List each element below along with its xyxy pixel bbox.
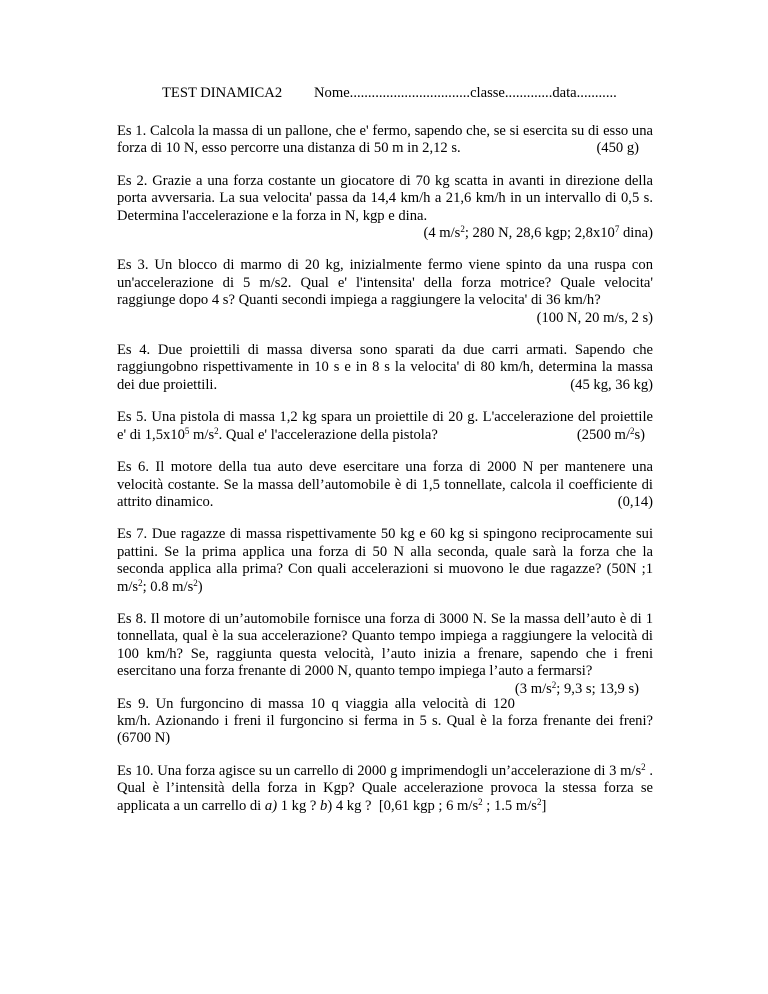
exercise-3-text: Es 3. Un blocco di marmo di 20 kg, inizialmente fermo viene spinto da una ruspa con un'accelerazione di 5 m/s2. Qual e' l'intensita' della forza motrice? Quale velocita' raggiunge dopo 4 s? Quanti secondi impiega a raggiungere la velocita' di 36 km/h?: [117, 257, 653, 309]
text-part: ) 4 kg ?: [327, 797, 372, 814]
superscript: 2: [478, 796, 483, 807]
exercise-1-text: Es 1. Calcola la massa di un pallone, che e' fermo, sapendo che, se si esercita su di esso una forza di 10 N, esso percorre una distanza di 50 m in 2,12 s.: [117, 123, 653, 157]
answer-part: ; 0.8 m/s: [142, 578, 194, 595]
exercise-9-answer: (6700 N): [117, 730, 171, 747]
superscript: 2: [193, 577, 198, 588]
superscript: 2: [460, 224, 465, 235]
test-title: TEST DINAMICA2: [162, 85, 283, 101]
test-header: [162, 85, 617, 102]
exercise-10-answer: [379, 798, 547, 814]
answer-part: ; 9,3 s; 13,9 s): [556, 680, 639, 697]
superscript: 2: [214, 425, 219, 436]
answer-part: [0,61 kgp ; 6 m/s: [378, 797, 479, 814]
text-part: 1 kg ?: [277, 797, 321, 814]
answer-part: ; 280 N, 28,6 kgp; 2,8x10: [464, 225, 615, 242]
superscript: 5: [184, 425, 190, 436]
answer-part: ]: [541, 797, 547, 814]
exercise-7: [117, 526, 653, 596]
option-label: a): [264, 797, 278, 814]
exercise-10: [117, 763, 653, 815]
exercise-9-text: Es 9. Un furgoncino di massa 10 q viaggia alla velocità di 120 km/h. Azionando i freni il furgoncino si ferma in 5 s. Qual è la forza frenante dei freni?: [117, 695, 653, 729]
name-class-date-fields: Nome.................................classe.............data...........: [314, 85, 617, 101]
answer-part: (3 m/s: [514, 680, 552, 697]
answer-part: ; 1.5 m/s: [482, 797, 537, 814]
exercise-2-answer: [117, 225, 653, 242]
exercise-5-answer: [577, 427, 645, 444]
exercise-4-text: Es 4. Due proiettili di massa diversa sono sparati da due carri armati. Sapendo che raggiungobno rispettivamente in 10 s e in 8 s la velocita' di 80 km/h, determina la massa dei due proiettili.: [117, 342, 653, 393]
exercise-6-text: Es 6. Il motore della tua auto deve esercitare una forza di 2000 N per mantenere una velocità costante. Se la massa dell’automobile è di 1,5 tonnellate, calcola il coefficiente di attrito dinamico.: [117, 459, 653, 510]
exercise-2: [117, 173, 653, 243]
superscript: 2: [551, 679, 557, 690]
exercise-3: [117, 257, 653, 327]
text-part: . Qual è l’intensità della forza in Kgp? Quale accelerazione provoca la stessa forza se applicata a un carrello di: [117, 762, 654, 814]
exercise-6: [117, 459, 653, 511]
exercise-8-text: Es 8. Il motore di un’automobile fornisce una forza di 3000 N. Se la massa dell’auto è di 1 tonnellata, qual è la sua accelerazione? Quanto tempo impiega a raggiungere la velocità di 100 km/h? Se, raggiunta questa velocità, l’auto inizia a frenare, sapendo che i freni esercitano una forza frenante di 2000 N, quanto tempo impiega l’auto a fermarsi?: [117, 610, 653, 680]
exercise-3-answer: (100 N, 20 m/s, 2 s): [536, 309, 653, 326]
superscript: 7: [614, 224, 620, 235]
answer-part: (50N ;1 m/s: [117, 561, 653, 595]
superscript: 2: [641, 761, 646, 772]
superscript: 2: [536, 796, 542, 807]
exercise-9: [117, 696, 653, 748]
text-part: Es 10. Una forza agisce su un carrello di 2000 g imprimendogli un’accelerazione di 3 m/s: [117, 762, 642, 779]
text-part: Es 5. Una pistola di massa 1,2 kg spara un proiettile di 20 g. L'accelerazione del proiettile e' di 1,5x10: [117, 409, 653, 443]
superscript: 2: [138, 577, 143, 588]
exercise-2-text: Es 2. Grazie a una forza costante un giocatore di 70 kg scatta in avanti in direzione della porta avversaria. La sua velocita' passa da 14,4 km/h a 21,6 km/h in un intervallo di 0,5 s. Determina l'accelerazione e la forza in N, kgp e dina.: [117, 172, 653, 224]
answer-part: s): [634, 426, 645, 443]
answer-part: ): [197, 578, 203, 595]
option-label: b: [320, 797, 328, 814]
answer-part: (4 m/s: [423, 225, 461, 242]
exercise-8-answer: [515, 681, 639, 698]
exercise-4-answer: (45 kg, 36 kg): [570, 376, 653, 393]
answer-part: dina): [619, 225, 653, 242]
exercise-8: [117, 610, 653, 697]
exercise-1: [117, 123, 653, 158]
exercise-1-answer: (450 g): [596, 140, 639, 157]
exercise-7-text: Es 7. Due ragazze di massa rispettivamente 50 kg e 60 kg si spingono reciprocamente sui pattini. Se la prima applica una forza di 50 N alla seconda, quale sarà la forza che la seconda applica alla prima? Con quali accelerazioni si muovono le due ragazze?: [117, 526, 653, 578]
exercise-5-text: [117, 409, 653, 442]
exercise-4: [117, 342, 653, 394]
answer-part: (2500 m/: [576, 426, 630, 443]
exercise-5: [117, 409, 653, 444]
superscript: 2: [629, 425, 635, 436]
text-part: . Qual e' l'accelerazione della pistola?: [218, 426, 438, 443]
text-part: m/s: [189, 426, 215, 443]
exercise-list: [117, 123, 653, 830]
exercise-6-answer: (0,14): [617, 493, 653, 510]
